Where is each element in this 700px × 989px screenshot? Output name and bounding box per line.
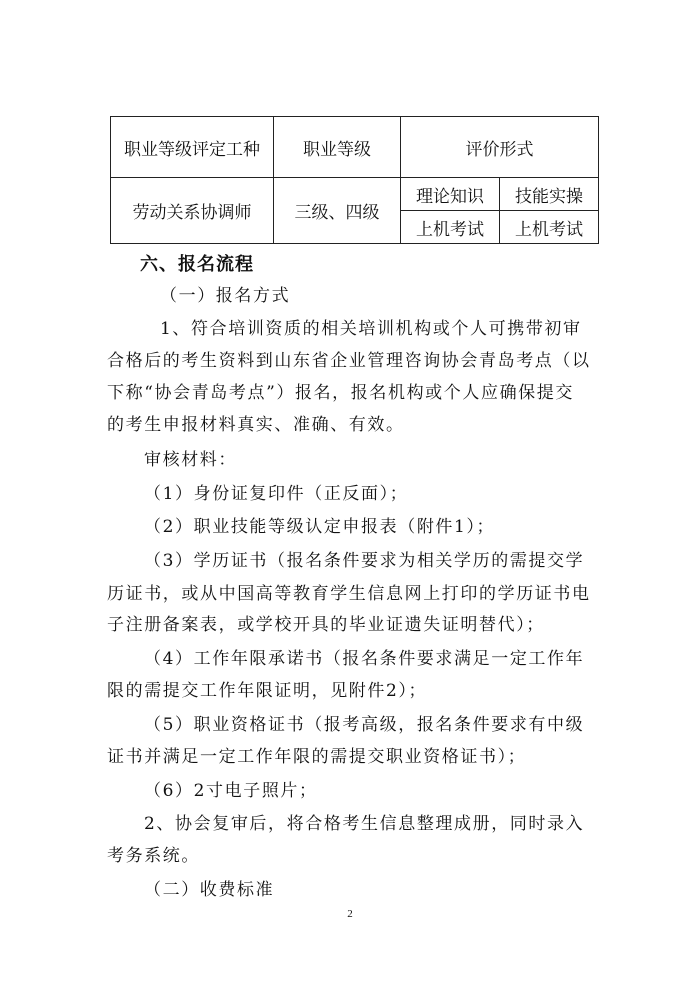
text-line: 合格后的考生资料到山东省企业管理咨询协会青岛考点（以 xyxy=(107,351,591,371)
text-line: 子注册备案表，或学校开具的毕业证遗失证明替代）； xyxy=(107,615,545,635)
text-line: 下称“协会青岛考点”）报名，报名机构或个人应确保提交 xyxy=(107,383,574,403)
subsection-heading: （一）报名方式 xyxy=(160,286,291,306)
occupation-grade-table xyxy=(110,116,599,244)
text-line: 2、协会复审后，将合格考生信息整理成册，同时录入 xyxy=(144,814,585,834)
subsection-heading: （二）收费标准 xyxy=(144,880,275,900)
text-line: 的考生申报材料真实、准确、有效。 xyxy=(107,415,405,435)
section-title: 六、报名流程 xyxy=(140,254,254,275)
list-item: （1）身份证复印件（正反面）； xyxy=(144,484,409,504)
subheader-practice: 技能实操 xyxy=(500,178,599,211)
list-item: （3）学历证书（报名条件要求为相关学历的需提交学 xyxy=(144,551,585,571)
table-header-row xyxy=(111,117,599,178)
cell-occupation: 劳动关系协调师 xyxy=(111,178,274,244)
header-level: 职业等级 xyxy=(274,117,401,178)
cell-level: 三级、四级 xyxy=(274,178,401,244)
cell-practice-method: 上机考试 xyxy=(500,211,599,244)
text-line: 考务系统。 xyxy=(107,846,200,866)
list-item: （6）2寸电子照片； xyxy=(144,781,318,801)
table-row xyxy=(111,178,599,211)
header-occupation: 职业等级评定工种 xyxy=(111,117,274,178)
page-number: 2 xyxy=(347,908,353,920)
text-line: 审核材料： xyxy=(144,450,237,470)
header-assessment: 评价形式 xyxy=(401,117,599,178)
text-line: 1、符合培训资质的相关培训机构或个人可携带初审 xyxy=(160,319,582,339)
subheader-theory: 理论知识 xyxy=(401,178,500,211)
text-line: 限的需提交工作年限证明，见附件2）； xyxy=(107,681,428,701)
text-line: 证书并满足一定工作年限的需提交职业资格证书）； xyxy=(107,747,527,767)
list-item: （5）职业资格证书（报考高级，报名条件要求有中级 xyxy=(144,715,585,735)
list-item: （2）职业技能等级认定申报表（附件1）； xyxy=(144,517,496,537)
text-line: 历证书，或从中国高等教育学生信息网上打印的学历证书电 xyxy=(107,584,591,604)
list-item: （4）工作年限承诺书（报名条件要求满足一定工作年 xyxy=(144,649,585,669)
cell-theory-method: 上机考试 xyxy=(401,211,500,244)
